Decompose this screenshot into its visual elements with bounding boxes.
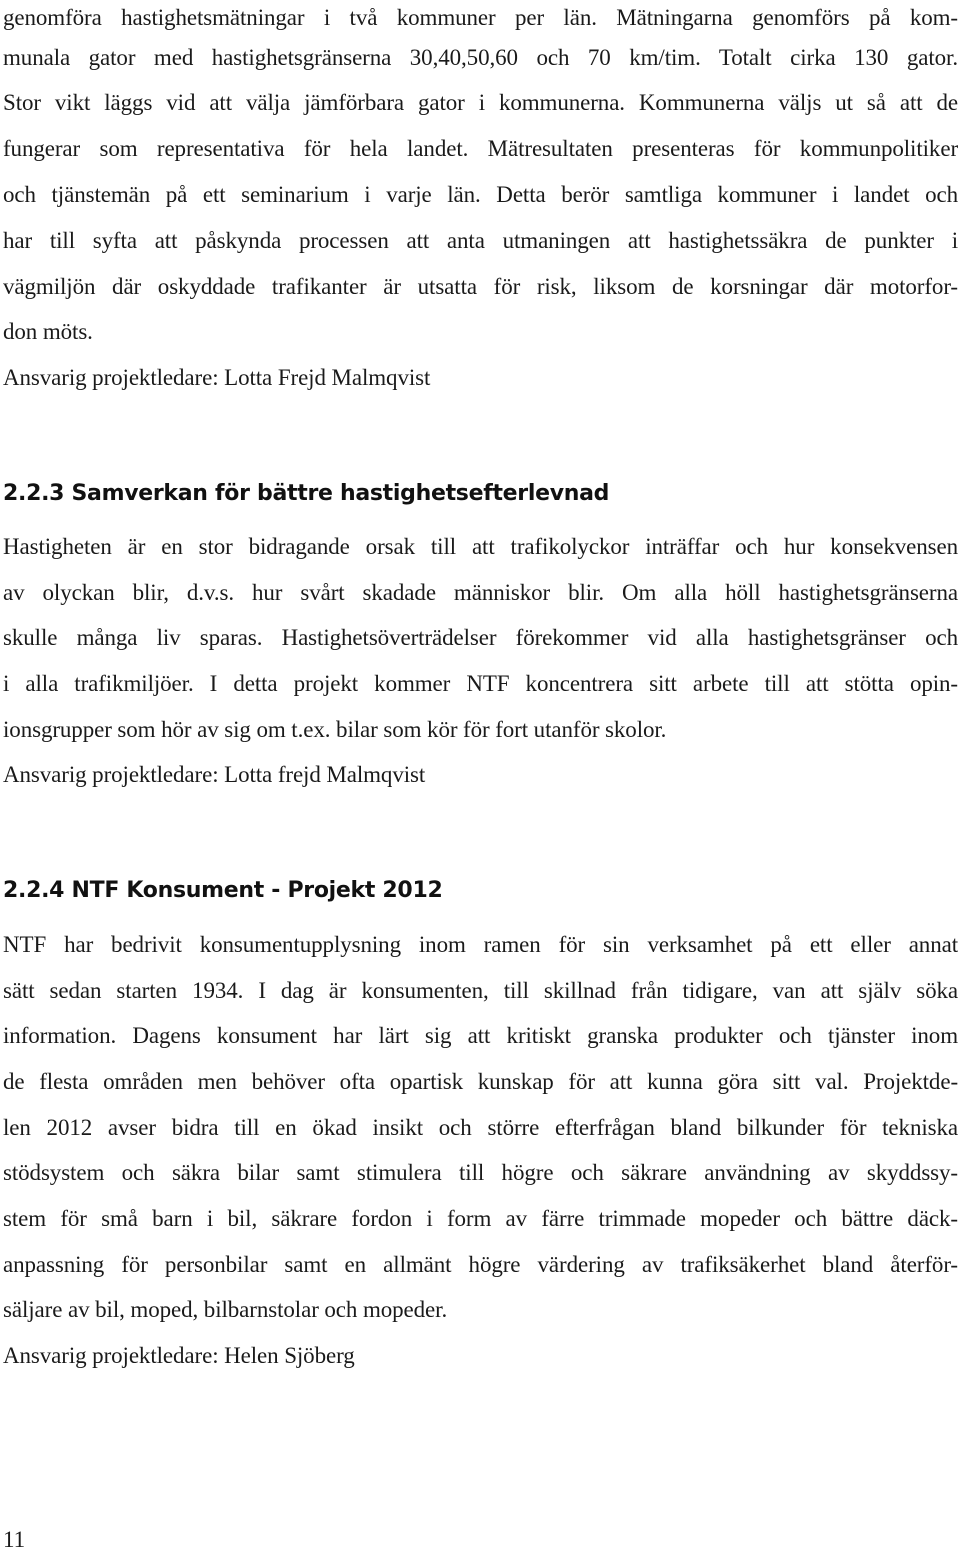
paragraph-line: sätt sedan starten 1934. I dag är konsumenten, till skillnad från tidigare, van att själv söka bbox=[3, 978, 958, 1003]
paragraph-line: i alla trafikmiljöer. I detta projekt kommer NTF koncentrera sitt arbete till att stötta opin- bbox=[3, 671, 958, 696]
paragraph-line: skulle många liv sparas. Hastighetsöverträdelser förekommer vid alla hastighetsgränser och bbox=[3, 625, 958, 650]
paragraph-line: Hastigheten är en stor bidragande orsak till att trafikolyckor inträffar och hur konsekvensen bbox=[3, 534, 958, 559]
paragraph-line: stem för små barn i bil, säkrare fordon i form av färre trimmade mopeder och bättre däck- bbox=[3, 1206, 958, 1231]
section-heading: 2.2.4 NTF Konsument - Projekt 2012 bbox=[3, 878, 443, 903]
paragraph-line: Stor vikt läggs vid att välja jämförbara gator i kommunerna. Kommunerna väljs ut så att de bbox=[3, 90, 958, 115]
responsible-person: Ansvarig projektledare: Lotta Frejd Malmqvist bbox=[3, 365, 431, 390]
paragraph-line: och tjänstemän på ett seminarium i varje län. Detta berör samtliga kommuner i landet och bbox=[3, 182, 958, 207]
paragraph-line: vägmiljön där oskyddade trafikanter är utsatta för risk, liksom de korsningar där motorfor- bbox=[3, 274, 958, 299]
section-heading: 2.2.3 Samverkan för bättre hastighetsefterlevnad bbox=[3, 481, 610, 506]
paragraph-line: don möts. bbox=[3, 319, 93, 344]
paragraph-line: NTF har bedrivit konsumentupplysning inom ramen för sin verksamhet på ett eller annat bbox=[3, 932, 958, 957]
paragraph-line: information. Dagens konsument har lärt sig att kritiskt granska produkter och tjänster inom bbox=[3, 1023, 958, 1048]
paragraph-line: har till syfta att påskynda processen att anta utmaningen att hastighetssäkra de punkter i bbox=[3, 228, 958, 253]
paragraph-line: munala gator med hastighetsgränserna 30,40,50,60 och 70 km/tim. Totalt cirka 130 gator. bbox=[3, 45, 958, 70]
responsible-person: Ansvarig projektledare: Helen Sjöberg bbox=[3, 1343, 355, 1368]
responsible-person: Ansvarig projektledare: Lotta frejd Malmqvist bbox=[3, 762, 426, 787]
paragraph-line: stödsystem och säkra bilar samt stimulera till högre och säkrare användning av skyddssy- bbox=[3, 1160, 958, 1185]
page-number: 11 bbox=[3, 1527, 26, 1552]
paragraph-line: av olyckan blir, d.v.s. hur svårt skadade människor blir. Om alla höll hastighetsgränserna bbox=[3, 580, 958, 605]
paragraph-line: ionsgrupper som hör av sig om t.ex. bilar som kör för fort utanför skolor. bbox=[3, 717, 667, 742]
paragraph-line: säljare av bil, moped, bilbarnstolar och mopeder. bbox=[3, 1297, 448, 1322]
paragraph-line: len 2012 avser bidra till en ökad insikt och större efterfrågan bland bilkunder för tekniska bbox=[3, 1115, 958, 1140]
paragraph-line: de flesta områden men behöver ofta opartisk kunskap för att kunna göra sitt val. Projektde- bbox=[3, 1069, 958, 1094]
paragraph-line: genomföra hastighetsmätningar i två kommuner per län. Mätningarna genomförs på kom- bbox=[3, 5, 958, 30]
paragraph-line: fungerar som representativa för hela landet. Mätresultaten presenteras för kommunpolitiker bbox=[3, 136, 958, 161]
paragraph-line: anpassning för personbilar samt en allmänt högre värdering av trafiksäkerhet bland återför- bbox=[3, 1252, 958, 1277]
